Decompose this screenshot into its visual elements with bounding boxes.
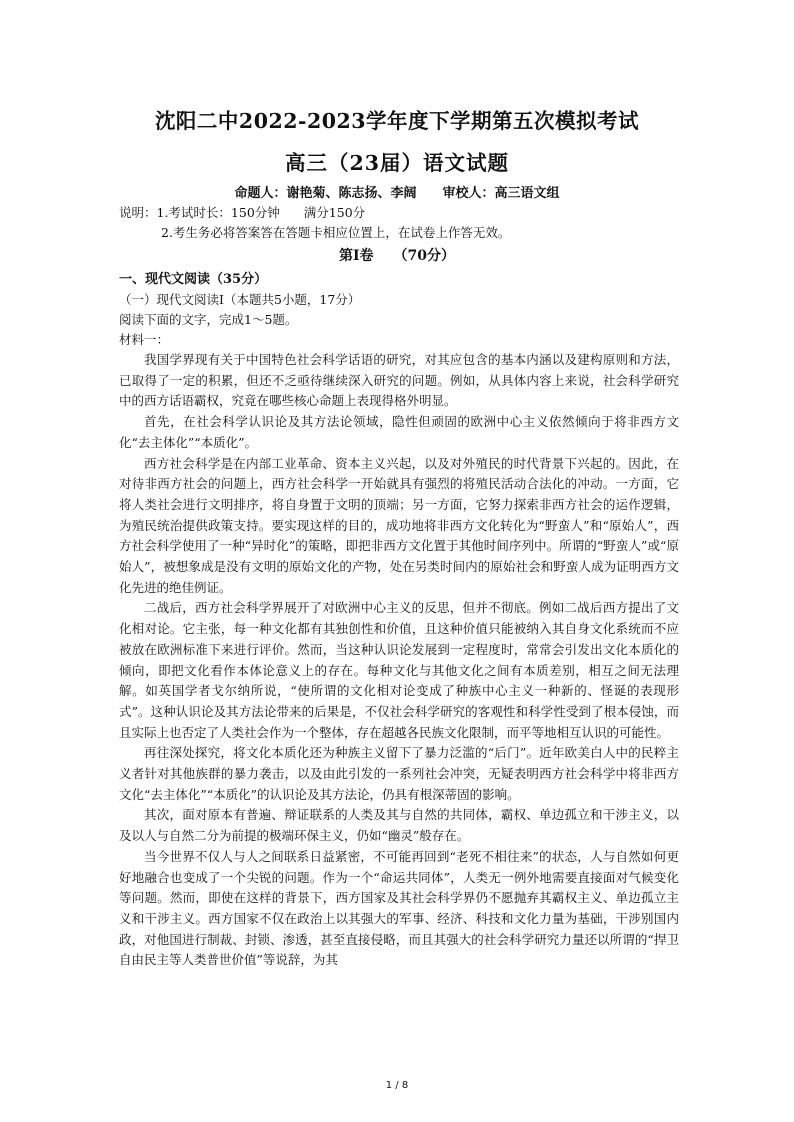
instruction-score: 满分150分 (303, 205, 366, 220)
reviewers: 审校人：高三语文组 (442, 186, 560, 201)
page-number: 1 / 8 (385, 1080, 409, 1091)
instruction-1 (119, 204, 365, 222)
volume-heading (0, 245, 794, 265)
volume-name: 第Ⅰ卷 (338, 248, 374, 264)
reading-prompt: 阅读下面的文字，完成1～5题。 (119, 312, 298, 327)
author-line (0, 182, 794, 201)
authors: 命题人：谢艳菊、陈志扬、李阔 (234, 186, 417, 201)
instruction-2: 2.考生务必将答案答在答题卡相应位置上，在试卷上作答无效。 (161, 225, 511, 240)
paragraph: 我国学界现有关于中国特色社会科学话语的研究，对其应包含的基本内涵以及建构原则和方法，已取得了一定的积累，但还不乏亟待继续深入研究的问题。例如，从具体内容上来说，社会科学研究中的西方话语霸权，究竟在哪些核心命题上表现得格外明显。 (119, 352, 679, 409)
paragraph: 首先，在社会科学认识论及其方法论领域，隐性但顽固的欧洲中心主义依然倾向于将非西方文化“去主体化”“本质化”。 (119, 414, 679, 450)
instruction-duration: 说明：1.考试时长：150分钟 (119, 205, 280, 220)
paragraph: 其次，面对原本有普遍、辩证联系的人类及其与自然的共同体，霸权、单边孤立和干涉主义，以及以人与自然二分为前提的极端环保主义，仍如“幽灵”般存在。 (119, 807, 679, 844)
section-title: 一、现代文阅读（35分） (119, 272, 268, 287)
material-label: 材料一： (119, 332, 170, 347)
exam-title: 沈阳二中2022-2023学年度下学期第五次模拟考试 (154, 109, 640, 133)
volume-score: （70分） (393, 248, 456, 264)
passage (119, 350, 679, 971)
paragraph: 西方社会科学是在内部工业革命、资本主义兴起，以及对外殖民的时代背景下兴起的。因此，在对待非西方社会的问题上，西方社会科学一开始就具有强烈的将殖民活动合法化的冲动。一方面，它将人类社会进行文明排序，将自身置于文明的顶端；另一方面，它努力探索非西方社会的运作逻辑，为殖民统治提供政策支持。要实现这样的目的，成功地将非西方文化转化为“野蛮人”和“原始人”，西方社会科学使用了一种“异时化”的策略，即把非西方文化置于其他时间序列中。所谓的“野蛮人”或“原始人”，被想象成是没有文明的原始文化的产物，处在另类时间内的原始社会和野蛮人成为证明西方文化先进的绝佳例证。 (119, 455, 679, 595)
exam-subtitle: 高三（23届）语文试题 (284, 151, 510, 175)
paragraph: 再往深处探究，将文化本质化还为种族主义留下了暴力泛滥的“后门”。近年欧美白人中的民粹主义者针对其他族群的暴力袭击，以及由此引发的一系列社会冲突，无疑表明西方社会科学中将非西方文化“去主体化”“本质化”的认识论及其方法论，仍具有根深蒂固的影响。 (119, 745, 679, 802)
subsection-title: （一）现代文阅读Ⅰ（本题共5小题，17分） (119, 292, 361, 307)
paragraph: 当今世界不仅人与人之间联系日益紧密，不可能再回到“老死不相往来”的状态，人与自然如何更好地融合也变成了一个尖锐的问题。作为一个“命运共同体”，人类无一例外地需要直接面对气候变化等问题。然而，即使在这样的背景下，西方国家及其社会科学界仍不愿抛弃其霸权主义、单边孤立主义和干涉主义。西方国家不仅在政治上以其强大的军事、经济、科技和文化力量为基础，干涉别国内政，对他国进行制裁、封锁、渗透，甚至直接侵略，而且其强大的社会科学研究力量还以所谓的“捍卫自由民主等人类普世价值”等说辞，为其 (119, 848, 679, 968)
paragraph: 二战后，西方社会科学界展开了对欧洲中心主义的反思，但并不彻底。例如二战后西方提出了文化相对论。它主张，每一种文化都有其独创性和价值，且这种价值只能被纳入其自身文化系统而不应被放在欧洲标准下来进行评价。然而，当这种认识论发展到一定程度时，常常会引发出文化本质化的倾向，即把文化看作本体论意义上的存在。每种文化与其他文化之间有本质差别，相互之间无法理解。如英国学者戈尔纳所说，“使所谓的文化相对论变成了种族中心主义一种新的、怪诞的表现形式”。这种认识论及其方法论带来的后果是，不仅社会科学研究的客观性和科学性受到了根本侵蚀，而且实际上也否定了人类社会作为一个整体，存在超越各民族文化限制，而平等地相互认识的可能性。 (119, 600, 679, 740)
